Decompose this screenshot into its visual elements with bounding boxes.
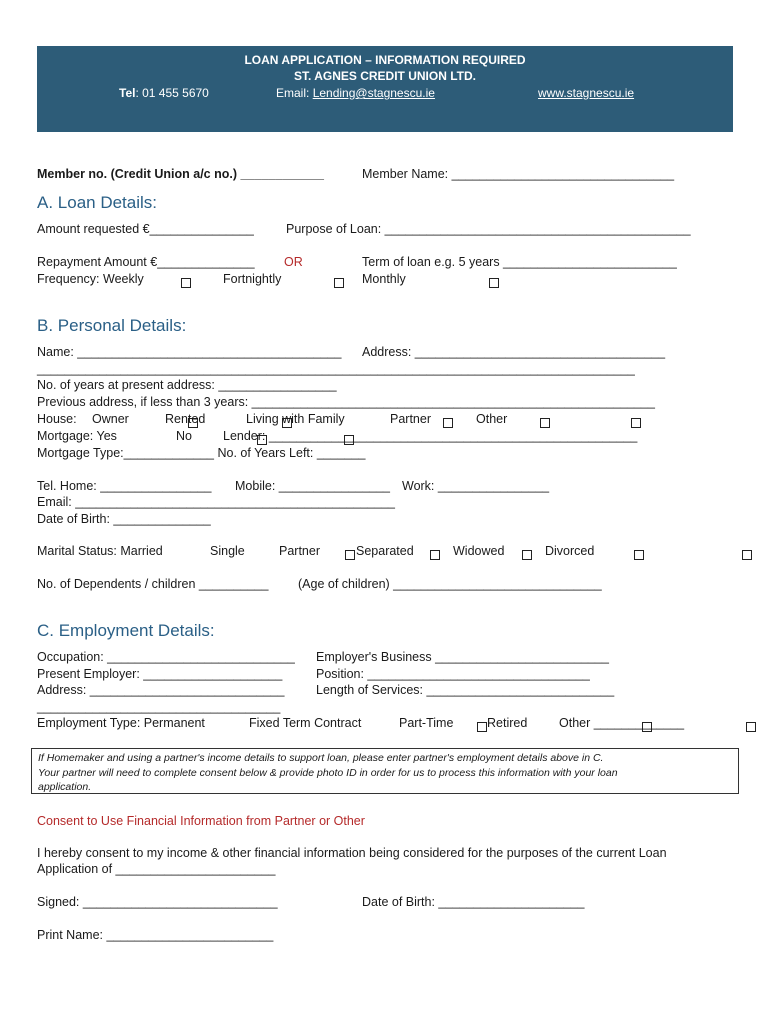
dependents-field[interactable]: No. of Dependents / children __________ bbox=[37, 577, 269, 591]
tel-value: : 01 455 5670 bbox=[135, 86, 209, 100]
personal-details-heading: B. Personal Details: bbox=[37, 316, 187, 335]
part-time-label: Part-Time bbox=[399, 716, 454, 730]
position-field[interactable]: Position: ________________________________ bbox=[316, 667, 590, 681]
married-checkbox[interactable] bbox=[345, 550, 355, 560]
employer-address-field[interactable]: Address: ____________________________ bbox=[37, 683, 285, 697]
employment-details-heading: C. Employment Details: bbox=[37, 621, 215, 640]
marital-partner-label: Partner bbox=[279, 544, 320, 558]
years-present-address-field[interactable]: No. of years at present address: _________________ bbox=[37, 378, 337, 392]
address-field[interactable]: Address: ____________________________________ bbox=[362, 345, 666, 359]
living-with-family-checkbox[interactable] bbox=[443, 418, 453, 428]
repayment-amount-field[interactable]: Repayment Amount €______________ bbox=[37, 255, 255, 269]
consent-heading: Consent to Use Financial Information from Partner or Other bbox=[37, 814, 365, 828]
frequency-label: Frequency: Weekly bbox=[37, 272, 144, 286]
marital-partner-checkbox[interactable] bbox=[522, 550, 532, 560]
mortgage-type-field[interactable]: Mortgage Type:_____________ No. of Years Left: _______ bbox=[37, 446, 366, 460]
address-line-2[interactable]: ______________________________________________________________________________________ bbox=[37, 362, 635, 376]
employment-type-permanent-label: Employment Type: Permanent bbox=[37, 716, 205, 730]
notice-line-2: Your partner will need to complete consent below & provide photo ID in order for us to process this information with your loan bbox=[38, 766, 618, 779]
member-number-field[interactable]: Member no. (Credit Union a/c no.) ____________ bbox=[37, 167, 324, 181]
email-link[interactable]: Lending@stagnescu.ie bbox=[312, 86, 435, 100]
date-of-birth-field[interactable]: Date of Birth: ______________ bbox=[37, 512, 211, 526]
partner-checkbox[interactable] bbox=[540, 418, 550, 428]
print-name-field[interactable]: Print Name: ________________________ bbox=[37, 928, 274, 942]
term-field[interactable]: Term of loan e.g. 5 years _________________________ bbox=[362, 255, 677, 269]
member-name-field[interactable]: Member Name: ________________________________ bbox=[362, 167, 675, 181]
notice-line-3: application. bbox=[38, 781, 92, 793]
email-label: Email: bbox=[276, 86, 313, 100]
lender-field[interactable]: Lender: _____________________________________________________ bbox=[223, 429, 638, 443]
email-contact bbox=[276, 86, 435, 100]
other-employment-field[interactable]: Other _____________ bbox=[559, 716, 685, 730]
homemaker-notice bbox=[31, 748, 739, 794]
widowed-checkbox[interactable] bbox=[742, 550, 752, 560]
email-field[interactable]: Email: ______________________________________________ bbox=[37, 495, 395, 509]
employer-address-line-2[interactable]: ___________________________________ bbox=[37, 700, 281, 714]
telephone bbox=[119, 86, 209, 100]
tel-home-field[interactable]: Tel. Home: ________________ bbox=[37, 479, 212, 493]
present-employer-field[interactable]: Present Employer: ____________________ bbox=[37, 667, 283, 681]
organization-name: ST. AGNES CREDIT UNION LTD. bbox=[293, 69, 476, 83]
living-with-family-label: Living with Family bbox=[246, 412, 345, 426]
previous-address-field[interactable]: Previous address, if less than 3 years: __________________________________________________________ bbox=[37, 395, 655, 409]
signed-field[interactable]: Signed: ____________________________ bbox=[37, 895, 278, 909]
weekly-checkbox[interactable] bbox=[181, 278, 191, 288]
consent-dob-field[interactable]: Date of Birth: _____________________ bbox=[362, 895, 585, 909]
application-of-field[interactable]: Application of _______________________ bbox=[37, 862, 276, 876]
form-title: LOAN APPLICATION – INFORMATION REQUIRED bbox=[244, 53, 526, 67]
single-checkbox[interactable] bbox=[430, 550, 440, 560]
occupation-field[interactable]: Occupation: ___________________________ bbox=[37, 650, 295, 664]
single-label: Single bbox=[210, 544, 245, 558]
fixed-term-label: Fixed Term Contract bbox=[249, 716, 362, 730]
part-time-checkbox[interactable] bbox=[746, 722, 756, 732]
separated-checkbox[interactable] bbox=[634, 550, 644, 560]
house-label: House: bbox=[37, 412, 77, 426]
length-of-services-field[interactable]: Length of Services: ___________________________ bbox=[316, 683, 615, 697]
mobile-field[interactable]: Mobile: ________________ bbox=[235, 479, 390, 493]
work-phone-field[interactable]: Work: ________________ bbox=[402, 479, 550, 493]
or-label: OR bbox=[284, 255, 303, 269]
other-checkbox[interactable] bbox=[631, 418, 641, 428]
age-of-children-field[interactable]: (Age of children) ______________________________ bbox=[298, 577, 602, 591]
employer-business-field[interactable]: Employer's Business _________________________ bbox=[316, 650, 609, 664]
partner-label: Partner bbox=[390, 412, 431, 426]
tel-label: Tel bbox=[119, 86, 136, 100]
purpose-field[interactable]: Purpose of Loan: ____________________________________________ bbox=[286, 222, 691, 236]
other-label: Other bbox=[476, 412, 508, 426]
header-banner bbox=[37, 46, 733, 132]
monthly-checkbox[interactable] bbox=[489, 278, 499, 288]
divorced-label: Divorced bbox=[545, 544, 595, 558]
mortgage-no-label: No bbox=[176, 429, 192, 443]
marital-married-label: Marital Status: Married bbox=[37, 544, 163, 558]
separated-label: Separated bbox=[356, 544, 414, 558]
fortnightly-label: Fortnightly bbox=[223, 272, 282, 286]
monthly-label: Monthly bbox=[362, 272, 406, 286]
permanent-checkbox[interactable] bbox=[477, 722, 487, 732]
frequency-weekly bbox=[37, 272, 144, 286]
loan-details-heading: A. Loan Details: bbox=[37, 193, 158, 212]
consent-statement: I hereby consent to my income & other financial information being considered for the purposes of the current Loan bbox=[37, 846, 667, 860]
mortgage-yes-label: Mortgage: Yes bbox=[37, 429, 117, 443]
notice-line-1: If Homemaker and using a partner's income details to support loan, please enter partner's employment details above in C. bbox=[38, 752, 604, 764]
owner-label: Owner bbox=[92, 412, 129, 426]
fortnightly-checkbox[interactable] bbox=[334, 278, 344, 288]
website-link[interactable]: www.stagnescu.ie bbox=[538, 86, 635, 100]
retired-label: Retired bbox=[487, 716, 528, 730]
rented-label: Rented bbox=[165, 412, 206, 426]
widowed-label: Widowed bbox=[453, 544, 505, 558]
name-field[interactable]: Name: ______________________________________ bbox=[37, 345, 342, 359]
amount-requested-field[interactable]: Amount requested €_______________ bbox=[37, 222, 254, 236]
